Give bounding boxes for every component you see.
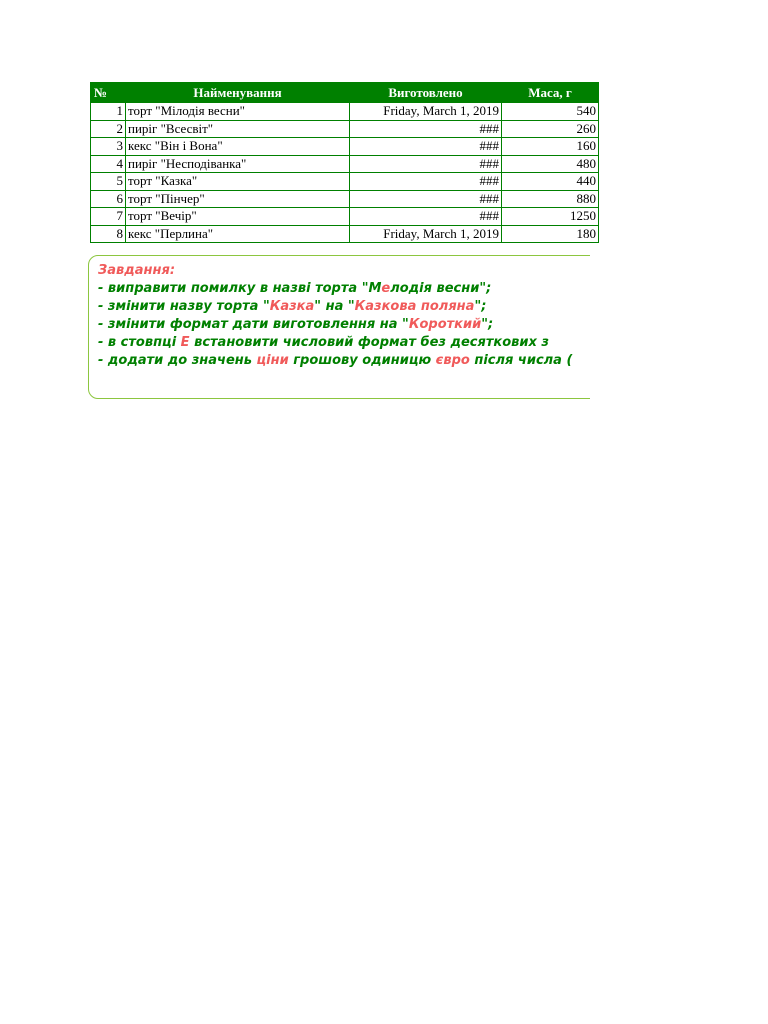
- cell-number[interactable]: 3: [91, 138, 126, 156]
- task-line-1: - виправити помилку в назві торта "Мелодія весни";: [98, 281, 492, 296]
- cell-mass[interactable]: 180: [502, 225, 599, 243]
- cell-mass[interactable]: 260: [502, 120, 599, 138]
- cell-name[interactable]: торт "Мілодія весни": [126, 103, 350, 121]
- cell-name[interactable]: пиріг "Всесвіт": [126, 120, 350, 138]
- task-text: [98, 262, 590, 370]
- cell-mass[interactable]: 540: [502, 103, 599, 121]
- cell-date[interactable]: ###: [350, 120, 502, 138]
- cell-mass[interactable]: 1250: [502, 208, 599, 226]
- cell-number[interactable]: 4: [91, 155, 126, 173]
- task-box-clip: [88, 250, 590, 410]
- table-row: [91, 173, 599, 191]
- table-row: [91, 208, 599, 226]
- cell-name[interactable]: кекс "Перлина": [126, 225, 350, 243]
- cell-date[interactable]: ###: [350, 190, 502, 208]
- table-row: [91, 103, 599, 121]
- cell-date[interactable]: ###: [350, 173, 502, 191]
- cell-date[interactable]: ###: [350, 208, 502, 226]
- cell-number[interactable]: 1: [91, 103, 126, 121]
- header-number[interactable]: №: [91, 83, 126, 103]
- cell-name[interactable]: торт "Вечір": [126, 208, 350, 226]
- cell-number[interactable]: 2: [91, 120, 126, 138]
- cell-date[interactable]: Friday, March 1, 2019: [350, 103, 502, 121]
- cell-name[interactable]: пиріг "Несподіванка": [126, 155, 350, 173]
- header-mass[interactable]: Маса, г: [502, 83, 599, 103]
- table-row: [91, 120, 599, 138]
- cell-number[interactable]: 8: [91, 225, 126, 243]
- cell-number[interactable]: 7: [91, 208, 126, 226]
- task-line-4: - в стовпці E встановити числовий формат без десяткових з: [98, 335, 549, 350]
- table-row: [91, 190, 599, 208]
- products-table: [90, 82, 599, 243]
- task-line-2: - змінити назву торта "Казка" на "Казкова поляна";: [98, 299, 487, 314]
- cell-number[interactable]: 6: [91, 190, 126, 208]
- cell-number[interactable]: 5: [91, 173, 126, 191]
- cell-name[interactable]: торт "Казка": [126, 173, 350, 191]
- table-row: [91, 155, 599, 173]
- cell-mass[interactable]: 160: [502, 138, 599, 156]
- header-name[interactable]: Найменування: [126, 83, 350, 103]
- cell-mass[interactable]: 880: [502, 190, 599, 208]
- task-line-3: - змінити формат дати виготовлення на "Короткий";: [98, 317, 494, 332]
- table-row: [91, 138, 599, 156]
- cell-mass[interactable]: 440: [502, 173, 599, 191]
- table-row: [91, 225, 599, 243]
- cell-name[interactable]: торт "Пінчер": [126, 190, 350, 208]
- table-header-row: [91, 83, 599, 103]
- cell-date[interactable]: ###: [350, 155, 502, 173]
- cell-mass[interactable]: 480: [502, 155, 599, 173]
- cell-date[interactable]: Friday, March 1, 2019: [350, 225, 502, 243]
- cell-date[interactable]: ###: [350, 138, 502, 156]
- task-title: Завдання:: [98, 263, 176, 278]
- task-line-5: - додати до значень ціни грошову одиницю євро після числа (: [98, 353, 573, 368]
- cell-name[interactable]: кекс "Він і Вона": [126, 138, 350, 156]
- header-date[interactable]: Виготовлено: [350, 83, 502, 103]
